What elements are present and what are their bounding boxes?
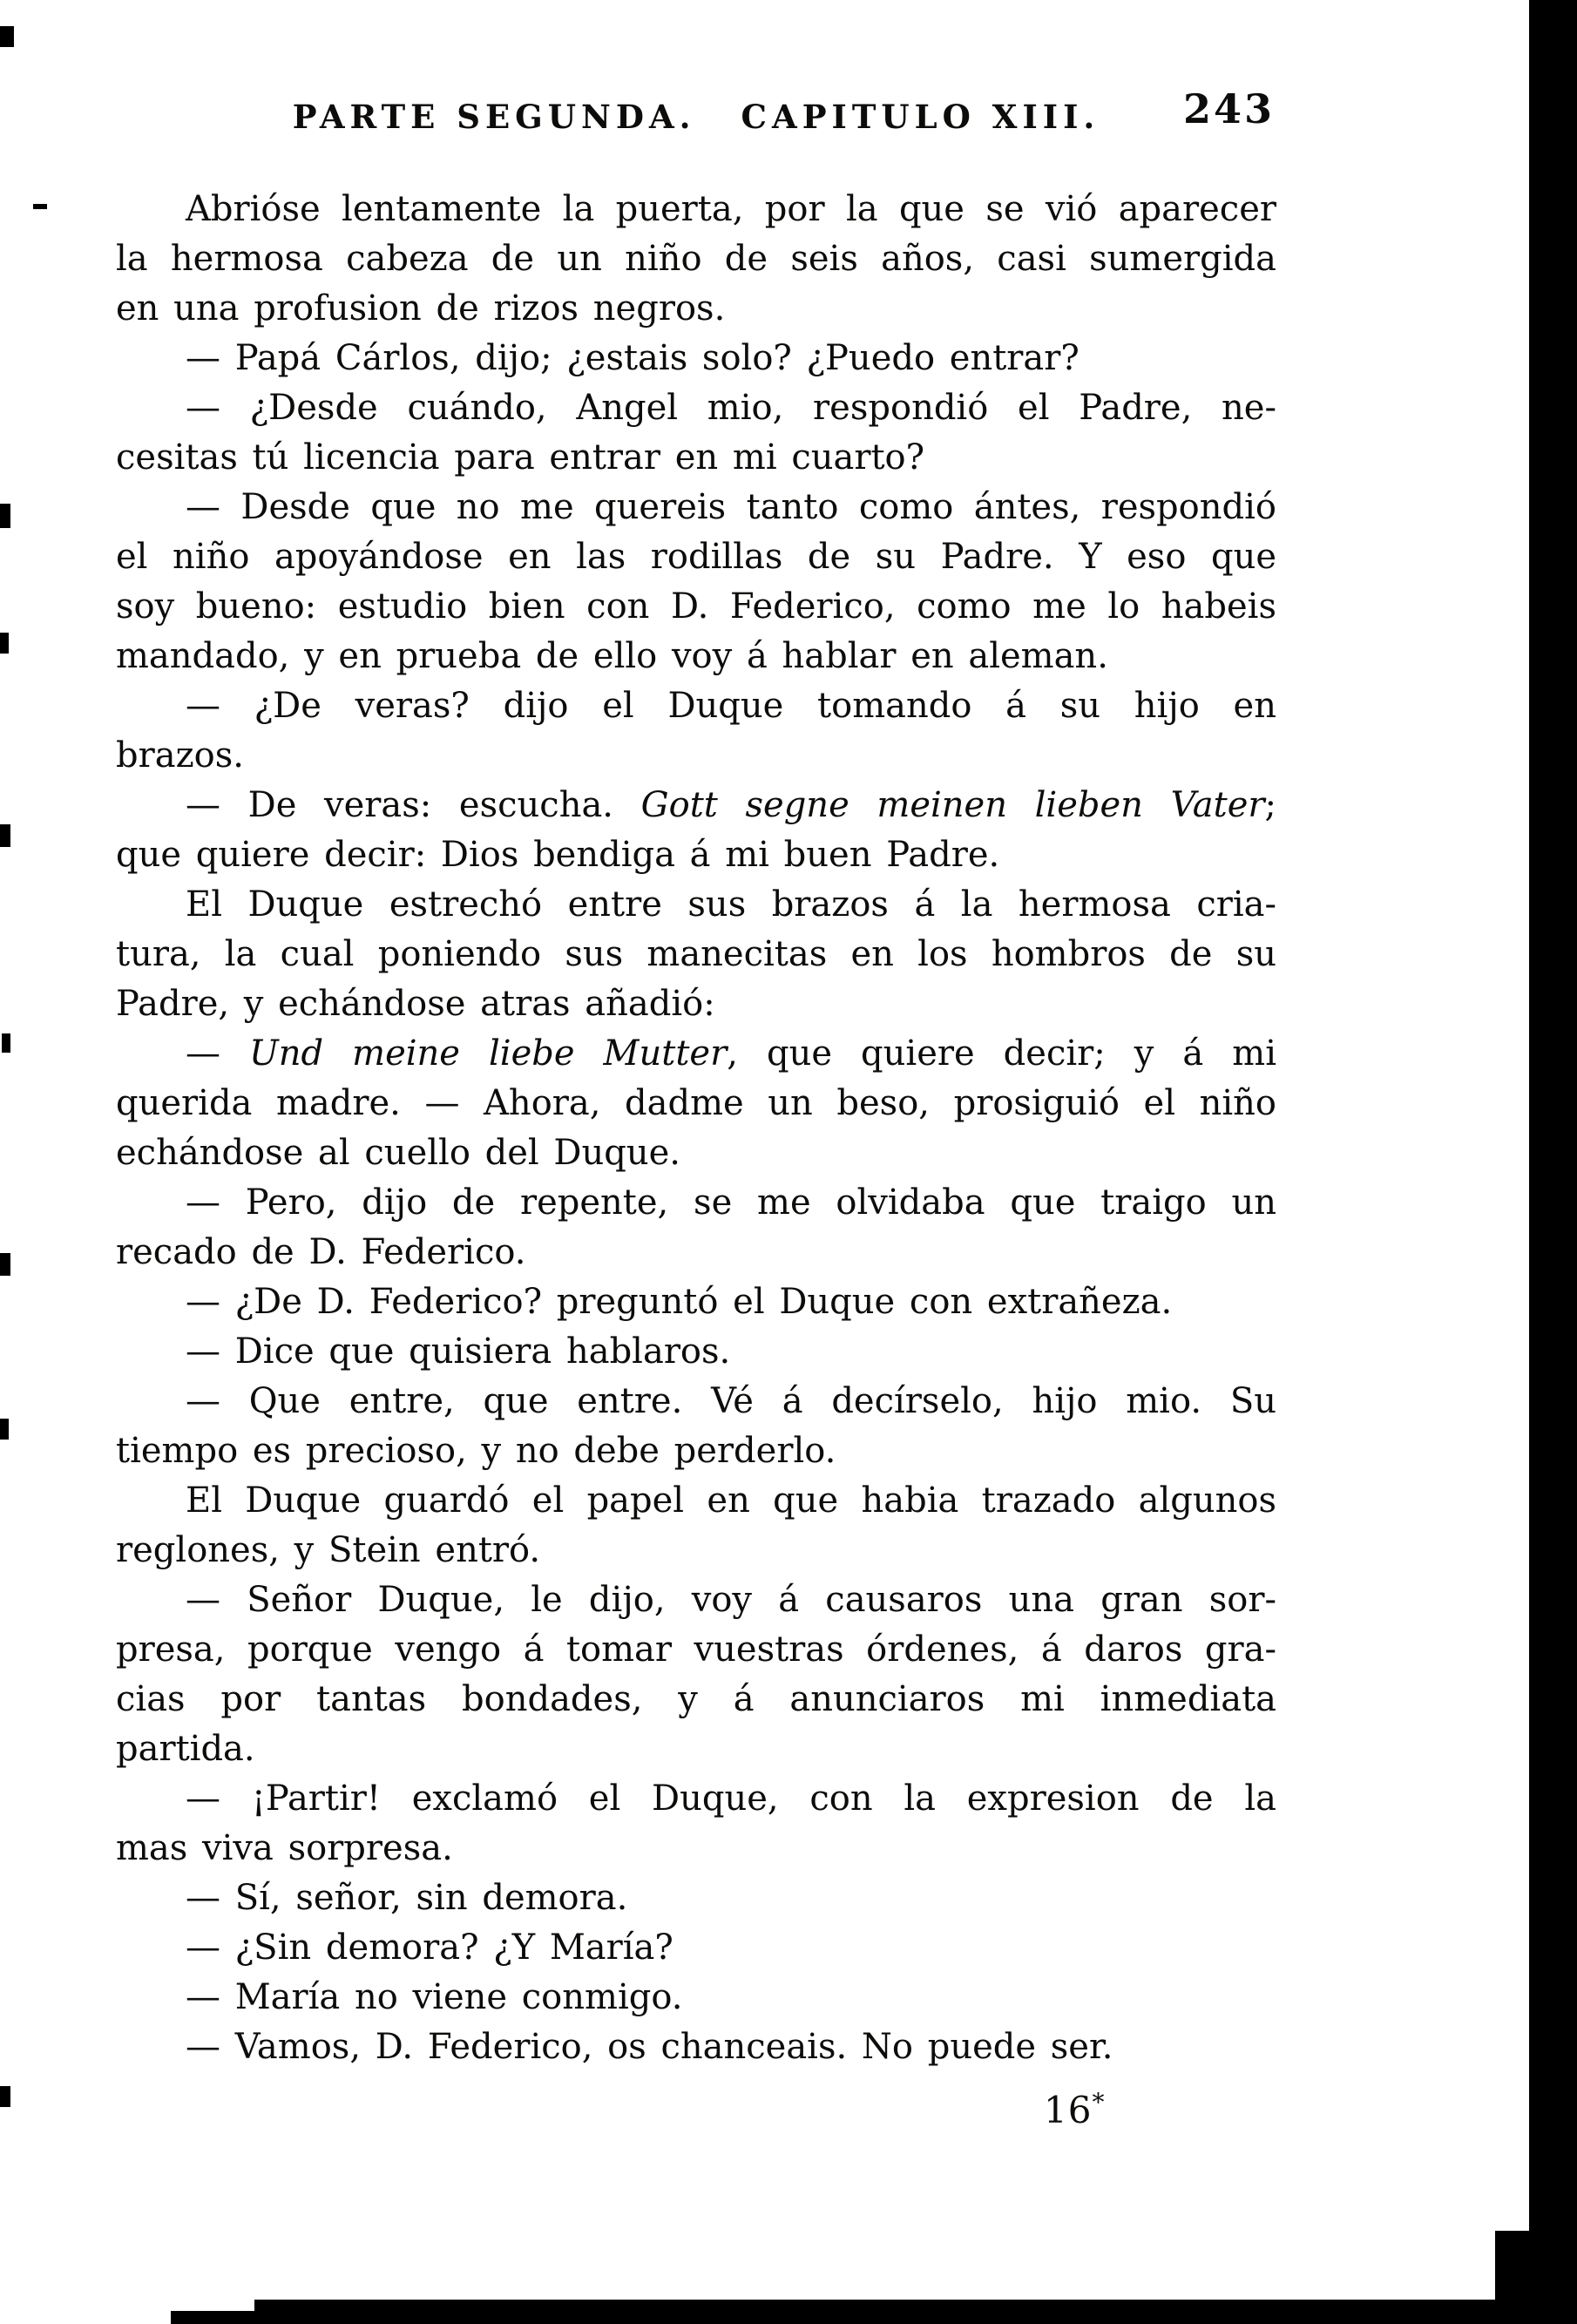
text-segment: — Papá Cárlos, dijo; ¿estais solo? ¿Puedo entrar? <box>186 338 1080 378</box>
text-segment: la hermosa cabeza de un niño de seis años, casi sumergida <box>116 239 1276 279</box>
text-line <box>116 1426 1276 1476</box>
text-line <box>116 731 1276 781</box>
text-segment: — Dice que quisiera hablaros. <box>186 1331 731 1372</box>
text-line <box>116 185 1276 234</box>
text-line <box>116 781 1276 830</box>
text-line <box>116 334 1276 383</box>
text-segment: — Señor Duque, le dijo, voy á causaros una gran sor- <box>186 1580 1276 1620</box>
text-line <box>116 1178 1276 1228</box>
text-segment: — <box>186 1033 250 1074</box>
text-line <box>116 1873 1276 1923</box>
text-line <box>116 930 1276 979</box>
text-line <box>116 483 1276 532</box>
text-segment: — Vamos, D. Federico, os chanceais. No puede ser. <box>186 2027 1113 2067</box>
text-segment: El Duque guardó el papel en que habia trazado algunos <box>186 1480 1276 1521</box>
text-segment: tura, la cual poniendo sus manecitas en los hombros de su <box>116 934 1276 974</box>
text-segment: , que quiere decir; y á mi <box>727 1033 1276 1074</box>
scan-artifact-right-bar <box>1529 0 1577 2324</box>
text-segment: en una profusion de rizos negros. <box>116 288 726 329</box>
text-line <box>116 1774 1276 1824</box>
text-segment: — De veras: escucha. <box>186 785 641 825</box>
scan-artifact-edge-mark <box>0 2086 10 2107</box>
text-line <box>116 632 1276 681</box>
text-line <box>116 681 1276 731</box>
scan-artifact-edge-mark <box>0 1419 9 1440</box>
text-line <box>116 433 1276 483</box>
text-segment: tiempo es precioso, y no debe perderlo. <box>116 1431 836 1471</box>
text-segment: Padre, y echándose atras añadió: <box>116 984 715 1024</box>
italic-phrase: Gott segne meinen lieben Vater <box>640 785 1265 825</box>
text-segment: que quiere decir: Dios bendiga á mi buen Padre. <box>116 835 1000 875</box>
text-line <box>116 1029 1276 1079</box>
text-segment: reglones, y Stein entró. <box>116 1530 541 1570</box>
text-line <box>116 1228 1276 1277</box>
scan-artifact-edge-mark <box>2 1033 10 1053</box>
text-line <box>116 284 1276 334</box>
body-text <box>116 185 1276 2072</box>
text-segment: — ¿De D. Federico? preguntó el Duque con extrañeza. <box>186 1282 1173 1322</box>
text-segment: — Pero, dijo de repente, se me olvidaba que traigo un <box>186 1182 1276 1223</box>
signature-asterisk: * <box>1092 2088 1106 2117</box>
text-line <box>116 1724 1276 1774</box>
printer-signature <box>1044 2088 1105 2131</box>
text-line <box>116 1625 1276 1675</box>
text-line <box>116 1377 1276 1426</box>
text-segment: recado de D. Federico. <box>116 1232 526 1272</box>
text-segment: — ¿Sin demora? ¿Y María? <box>186 1928 673 1968</box>
scan-artifact-edge-mark <box>0 504 10 528</box>
scan-artifact-edge-mark <box>0 824 10 847</box>
text-line <box>116 1476 1276 1526</box>
text-segment: soy bueno: estudio bien con D. Federico, como me lo habeis <box>116 586 1276 627</box>
running-header <box>116 98 1276 136</box>
text-segment: — Sí, señor, sin demora. <box>186 1878 628 1918</box>
text-segment: — ¡Partir! exclamó el Duque, con la expresion de la <box>186 1779 1276 1819</box>
text-line <box>116 880 1276 930</box>
scan-artifact-edge-mark <box>0 633 9 654</box>
text-line <box>116 582 1276 632</box>
text-line <box>116 383 1276 433</box>
scan-artifact-edge-mark <box>0 1253 10 1276</box>
scan-artifact-bottom-bar <box>254 2300 1577 2324</box>
text-line <box>116 979 1276 1029</box>
scan-artifact-edge-mark <box>0 26 14 47</box>
text-line <box>116 1277 1276 1327</box>
text-line <box>116 1526 1276 1575</box>
text-segment: — Que entre, que entre. Vé á decírselo, hijo mio. Su <box>186 1381 1276 1421</box>
text-line <box>116 1675 1276 1724</box>
header-part-title: PARTE SEGUNDA. <box>292 98 696 136</box>
text-segment: Abrióse lentamente la puerta, por la que se vió aparecer <box>186 189 1276 229</box>
text-segment: — María no viene conmigo. <box>186 1977 683 2017</box>
italic-phrase: Und meine liebe Mutter <box>249 1033 728 1074</box>
text-segment: brazos. <box>116 735 244 776</box>
text-segment: — ¿Desde cuándo, Angel mio, respondió el Padre, ne- <box>186 388 1276 428</box>
text-line <box>116 1079 1276 1128</box>
text-segment: mandado, y en prueba de ello voy á hablar en aleman. <box>116 636 1108 676</box>
text-segment: presa, porque vengo á tomar vuestras órdenes, á daros gra- <box>116 1630 1276 1670</box>
text-line <box>116 1824 1276 1873</box>
page-number: 243 <box>1183 85 1276 132</box>
text-line <box>116 830 1276 880</box>
text-line <box>116 2022 1276 2072</box>
text-segment: — Desde que no me quereis tanto como ántes, respondió <box>186 487 1276 527</box>
signature-number: 16 <box>1044 2089 1093 2131</box>
text-segment: El Duque estrechó entre sus brazos á la hermosa cria- <box>186 884 1276 925</box>
text-line <box>116 1128 1276 1178</box>
text-segment: echándose al cuello del Duque. <box>116 1133 680 1173</box>
text-segment: el niño apoyándose en las rodillas de su Padre. Y eso que <box>116 537 1276 577</box>
text-line <box>116 1327 1276 1377</box>
scan-artifact-edge-mark <box>33 204 47 209</box>
text-segment: — ¿De veras? dijo el Duque tomando á su hijo en <box>186 686 1276 726</box>
text-line <box>116 1923 1276 1973</box>
text-segment: partida. <box>116 1729 255 1769</box>
text-segment: ; <box>1264 785 1276 825</box>
text-line <box>116 1973 1276 2022</box>
text-segment: querida madre. — Ahora, dadme un beso, prosiguió el niño <box>116 1083 1276 1123</box>
text-segment: cesitas tú licencia para entrar en mi cuarto? <box>116 437 925 478</box>
text-line <box>116 532 1276 582</box>
text-line <box>116 1575 1276 1625</box>
text-line <box>116 234 1276 284</box>
scan-artifact-bottom-taper <box>171 2311 258 2324</box>
text-segment: mas viva sorpresa. <box>116 1828 453 1868</box>
header-chapter-title: CAPITULO XIII. <box>741 98 1100 136</box>
text-segment: cias por tantas bondades, y á anunciaros mi inmediata <box>116 1679 1276 1719</box>
